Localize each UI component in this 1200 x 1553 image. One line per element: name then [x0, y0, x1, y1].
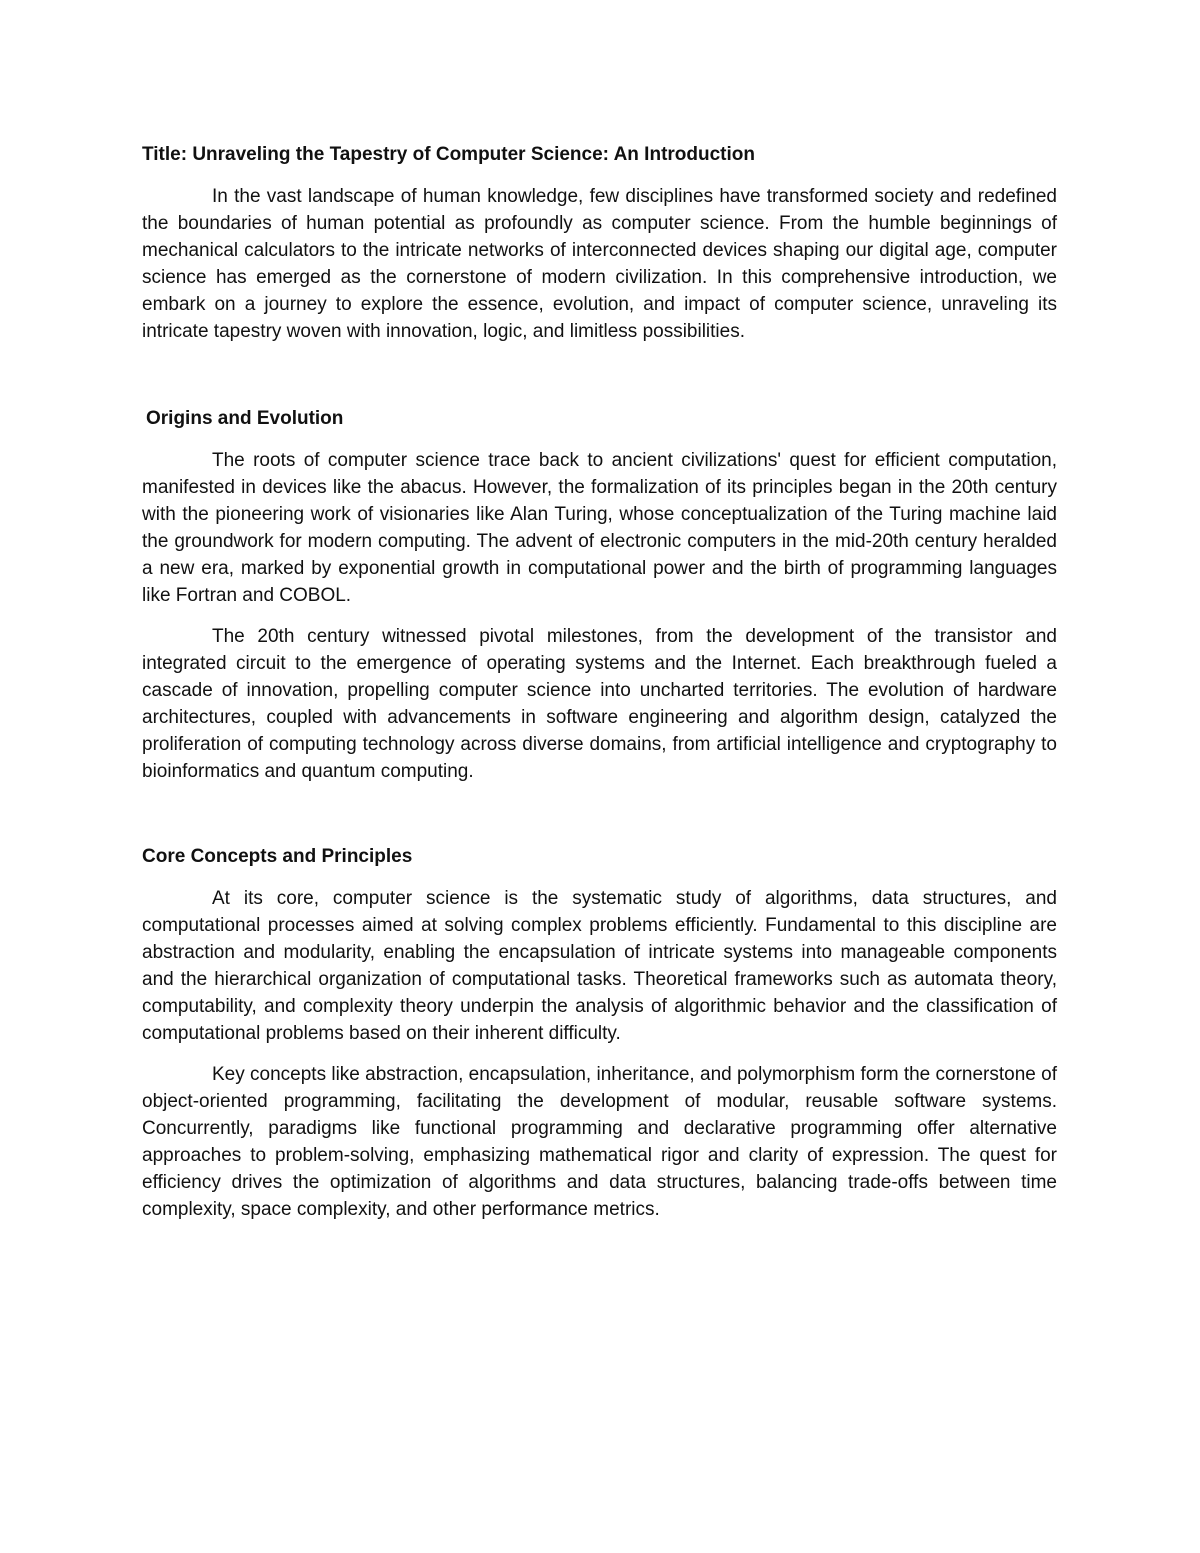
- section-heading-origins: Origins and Evolution: [146, 408, 344, 429]
- section-heading-core-concepts: Core Concepts and Principles: [142, 846, 413, 867]
- intro-paragraph: In the vast landscape of human knowledge, few disciplines have transformed society and redefined the boundaries of human potential as profoundly as computer science. From the humble beginnings of mechanical calculators to the intricate networks of interconnected devices shaping our digital age, computer science has emerged as the cornerstone of modern civilization. In this comprehensive introduction, we embark on a journey to explore the essence, evolution, and impact of computer science, unraveling its intricate tapestry woven with innovation, logic, and limitless possibilities.: [142, 186, 1057, 342]
- spacer: [142, 359, 1057, 405]
- document-page: [142, 141, 1057, 1237]
- origins-paragraph-2: The 20th century witnessed pivotal milestones, from the development of the transistor and integrated circuit to the emergence of operating systems and the Internet. Each breakthrough fueled a cascade of innovation, propelling computer science into uncharted territories. The evolution of hardware architectures, coupled with advancements in software engineering and algorithm design, catalyzed the proliferation of computing technology across diverse domains, from artificial intelligence and cryptography to bioinformatics and quantum computing.: [142, 626, 1057, 782]
- document-title: Title: Unraveling the Tapestry of Computer Science: An Introduction: [142, 144, 755, 165]
- core-paragraph-2: Key concepts like abstraction, encapsulation, inheritance, and polymorphism form the cornerstone of object-oriented programming, facilitating the development of modular, reusable software systems. Concurrently, paradigms like functional programming and declarative programming offer alternative approaches to problem-solving, emphasizing mathematical rigor and clarity of expression. The quest for efficiency drives the optimization of algorithms and data structures, balancing trade-offs between time complexity, space complexity, and other performance metrics.: [142, 1064, 1057, 1220]
- core-paragraph-1: At its core, computer science is the systematic study of algorithms, data structures, and computational processes aimed at solving complex problems efficiently. Fundamental to this discipline are abstraction and modularity, enabling the encapsulation of intricate systems into manageable components and the hierarchical organization of computational tasks. Theoretical frameworks such as automata theory, computability, and complexity theory underpin the analysis of algorithmic behavior and the classification of computational problems based on their inherent difficulty.: [142, 888, 1057, 1044]
- spacer: [142, 799, 1057, 843]
- origins-paragraph-1: The roots of computer science trace back to ancient civilizations' quest for efficient computation, manifested in devices like the abacus. However, the formalization of its principles began in the 20th century with the pioneering work of visionaries like Alan Turing, whose conceptualization of the Turing machine laid the groundwork for modern computing. The advent of electronic computers in the mid-20th century heralded a new era, marked by exponential growth in computational power and the birth of programming languages like Fortran and COBOL.: [142, 450, 1057, 606]
